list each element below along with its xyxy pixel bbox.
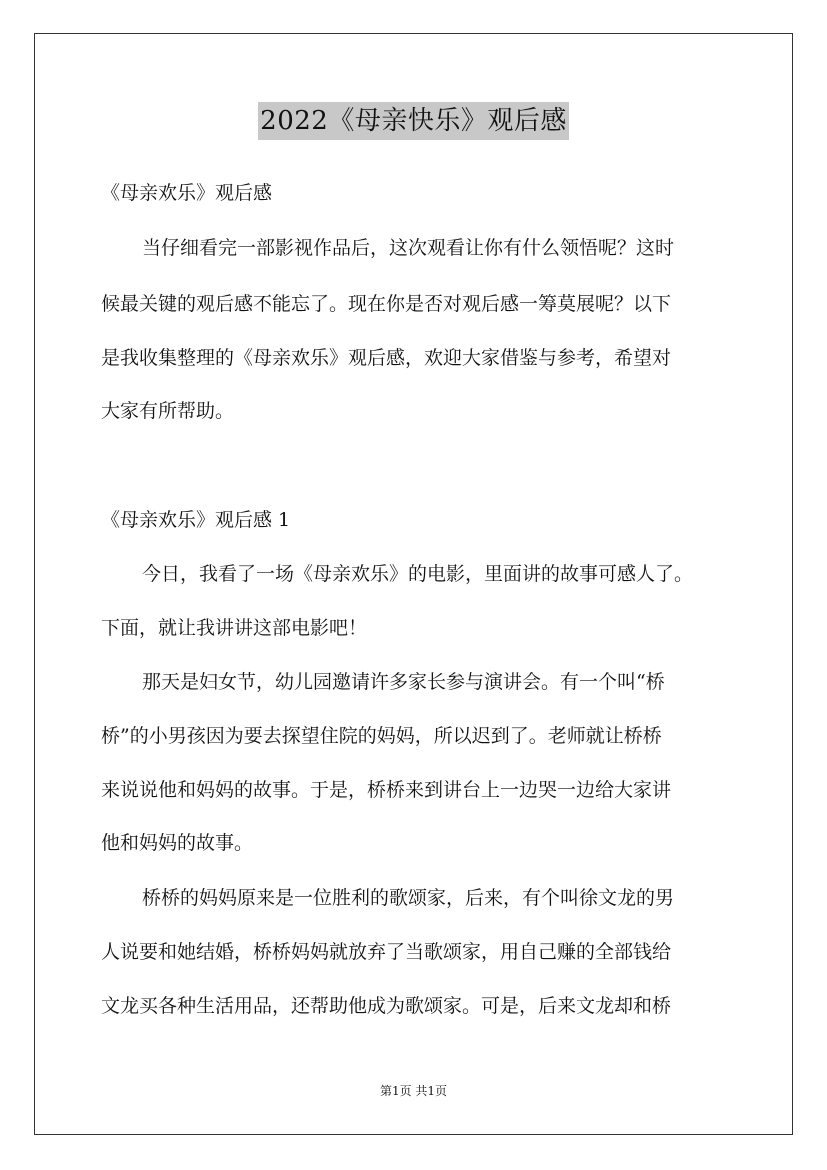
page-footer: 第1页 共1页	[379, 1084, 448, 1098]
intro-line-2: 候最关键的观后感不能忘了。现在你是否对观后感一筹莫展呢？以下	[101, 293, 672, 315]
body-line-3: 那天是妇女节，幼儿园邀请许多家长参与演讲会。有一个叫“桥	[142, 671, 665, 693]
body-line-2: 下面，就让我讲讲这部电影吧！	[101, 617, 368, 639]
body-line-6: 他和妈妈的故事。	[101, 832, 254, 854]
document-subtitle: 《母亲欢乐》观后感	[101, 182, 273, 204]
body-line-8: 人说要和她结婚，桥桥妈妈就放弃了当歌颂家，用自己赚的全部钱给	[101, 941, 672, 963]
intro-line-4: 大家有所帮助。	[101, 400, 235, 422]
body-line-1: 今日，我看了一场《母亲欢乐》的电影，里面讲的故事可感人了。	[142, 563, 694, 585]
intro-line-3: 是我收集整理的《母亲欢乐》观后感，欢迎大家借鉴与参考，希望对	[101, 347, 672, 369]
body-line-4: 桥”的小男孩因为要去探望住院的妈妈，所以迟到了。老师就让桥桥	[101, 725, 662, 747]
body-line-7: 桥桥的妈妈原来是一位胜利的歌颂家，后来，有个叫徐文龙的男	[142, 887, 675, 909]
section-heading: 《母亲欢乐》观后感 1	[101, 509, 291, 531]
title-container	[0, 102, 827, 140]
body-line-9: 文龙买各种生活用品，还帮助他成为歌颂家。可是，后来文龙却和桥	[101, 995, 672, 1017]
body-line-5: 来说说他和妈妈的故事。于是，桥桥来到讲台上一边哭一边给大家讲	[101, 779, 672, 801]
document-title: 2022《母亲快乐》观后感	[258, 102, 569, 140]
intro-line-1: 当仔细看完一部影视作品后，这次观看让你有什么领悟呢？这时	[142, 237, 675, 259]
